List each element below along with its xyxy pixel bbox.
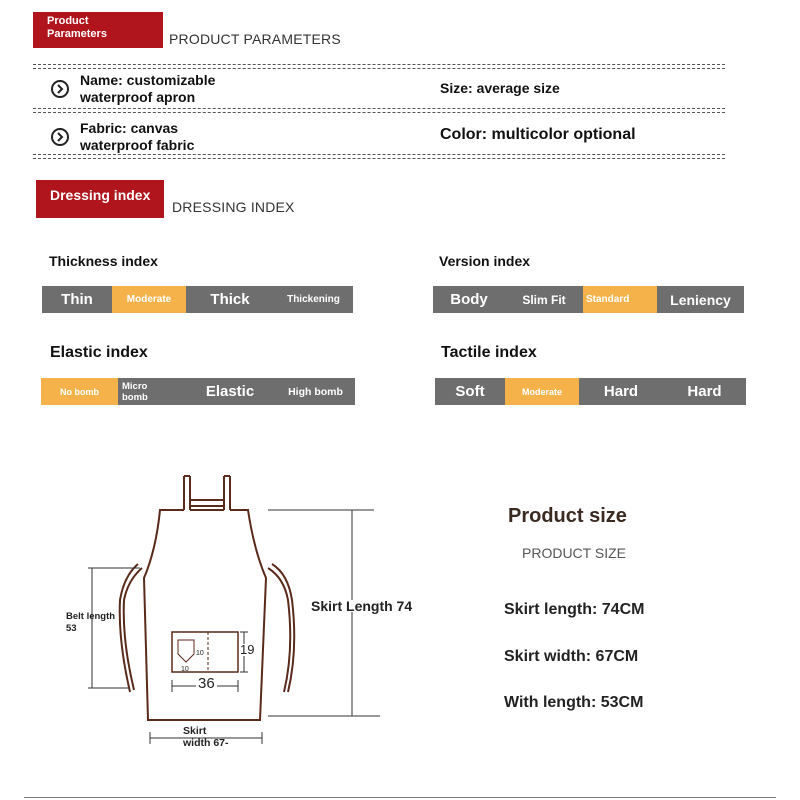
pocket-inner-label: 10 <box>196 650 204 657</box>
pocket-inner-label: 10 <box>181 666 189 673</box>
size-skirt-length: Skirt length: 74CM <box>504 601 645 618</box>
version-index-title: Version index <box>439 253 531 269</box>
product-parameters-tag: Product Parameters <box>33 12 163 48</box>
product-size-title: Product size <box>508 505 627 527</box>
dressing-index-tag: Dressing index <box>36 180 164 218</box>
product-parameters-subtitle: PRODUCT PARAMETERS <box>169 31 341 47</box>
thickness-index-bar <box>42 286 353 313</box>
tactile-segment: Hard <box>663 378 746 405</box>
chevron-right-icon <box>51 80 69 98</box>
thickness-segment: Thickening <box>274 286 353 313</box>
divider <box>33 154 725 155</box>
bottom-divider <box>24 797 776 798</box>
divider <box>33 108 725 109</box>
pocket-height-label: 19 <box>240 642 255 657</box>
param-size: Size: average size <box>440 80 560 96</box>
version-segment: Leniency <box>657 286 744 313</box>
version-segment-active: Standard <box>583 286 657 313</box>
tactile-index-title: Tactile index <box>441 344 537 361</box>
chevron-right-icon <box>51 128 69 146</box>
size-with-length: With length: 53CM <box>504 694 644 711</box>
tactile-segment-active: Moderate <box>505 378 579 405</box>
thickness-segment-active: Moderate <box>112 286 186 313</box>
param-name: Name: customizable waterproof apron <box>80 72 216 105</box>
thickness-segment: Thick <box>186 286 274 313</box>
size-skirt-width: Skirt width: 67CM <box>504 648 639 665</box>
elastic-segment: Elastic <box>184 378 276 405</box>
pocket-width-label: 36 <box>198 675 215 692</box>
elastic-segment-active: No bomb <box>41 378 118 405</box>
elastic-index-bar <box>41 378 355 405</box>
divider <box>33 112 725 113</box>
tactile-segment: Soft <box>435 378 505 405</box>
elastic-segment: Micro bomb <box>118 378 184 405</box>
version-index-bar <box>433 286 744 313</box>
elastic-index-title: Elastic index <box>50 344 148 361</box>
tactile-index-bar <box>435 378 746 405</box>
dressing-index-subtitle: DRESSING INDEX <box>172 199 295 215</box>
skirt-width-label: Skirt width 67- <box>183 725 229 749</box>
divider <box>33 64 725 65</box>
thickness-segment: Thin <box>42 286 112 313</box>
belt-length-label: Belt length 53 <box>66 611 116 634</box>
version-segment: Slim Fit <box>505 286 583 313</box>
elastic-segment: High bomb <box>276 378 355 405</box>
divider <box>33 158 725 159</box>
divider <box>33 68 725 69</box>
thickness-index-title: Thickness index <box>49 253 158 269</box>
product-size-subtitle: PRODUCT SIZE <box>522 545 626 561</box>
tactile-segment: Hard <box>579 378 663 405</box>
version-segment: Body <box>433 286 505 313</box>
param-color: Color: multicolor optional <box>440 126 636 143</box>
param-fabric: Fabric: canvas waterproof fabric <box>80 120 195 153</box>
skirt-length-label: Skirt Length 74 <box>311 598 413 614</box>
